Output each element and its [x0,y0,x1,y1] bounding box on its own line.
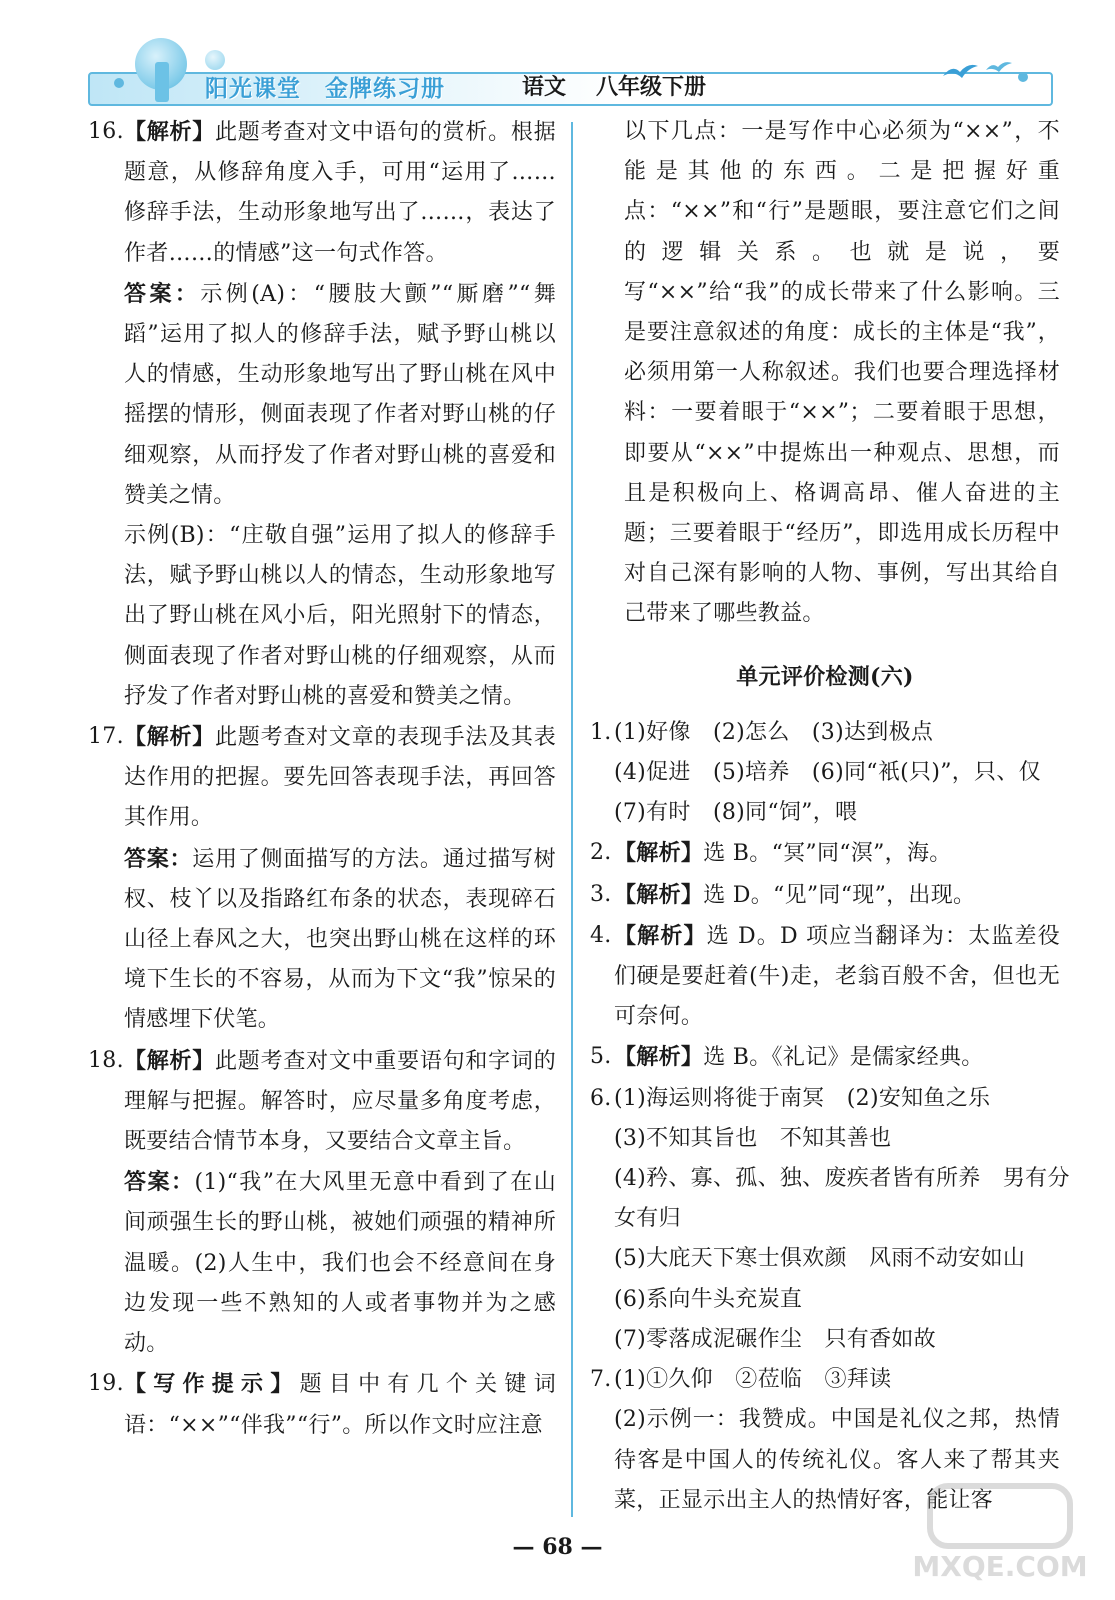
question-number: 5. [590,1044,612,1070]
answer-line: (5)大庇天下寒士俱欢颜 风雨不动安如山 [614,1246,1026,1272]
page-number: — 68 — [512,1534,603,1560]
answer-16 [88,274,556,516]
analysis-tag: 【解析】 [124,119,216,145]
analysis-tag: 【解析】 [614,1044,704,1071]
answer-line: (7)有时 (8)同“饲”，喂 [614,800,858,826]
writing-tip-text: 题目中有几个关键词语：“××”“伴我”“行”。所以作文时应注意 [124,1372,556,1438]
question-6 [590,1079,1070,1360]
small-bubble-icon [205,50,225,70]
subject-label: 语文 [522,74,567,100]
question-4 [590,916,1060,1038]
analysis-tag: 【解析】 [124,1047,216,1074]
analysis-text: 选 D。“见”同“现”，出现。 [703,882,976,908]
answer-line: (6)系向牛头充炭直 [614,1286,803,1312]
question-number: 1. [590,719,612,745]
answer-line: (7)零落成泥碾作尘 只有香如故 [614,1326,936,1352]
answer-text-b: 示例(B)：“庄敬自强”运用了拟人的修辞手法，赋予野山桃以人的情态，生动形象地写出了野山桃在风小后，阳光照射下的情态，侧面表现了作者对野山桃的仔细观察，从而抒发了作者对野山桃的喜爱和赞美之情。 [124,523,556,709]
answer-text-a: 示例(A)：“腰肢大颤”“厮磨”“舞蹈”运用了拟人的修辞手法，赋予野山桃以人的情感，生动形象地写出了野山桃在风中摇摆的情形，侧面表现了作者对野山桃的仔细观察，从而抒发了作者对野山桃的喜爱和赞美之情。 [124,281,556,508]
analysis-text: 此题考查对文章的表现手法及其表达作用的把握。要先回答表现手法，再回答其作用。 [124,725,556,831]
analysis-text: 此题考查对文中语句的赏析。根据题意，从修辞角度入手，可用“运用了……修辞手法，生动形象地写出了……，表达了作者……的情感”这一句式作答。 [124,120,556,266]
answer-line: (4)矜、寡、孤、独、废疾者皆有所养 男有分 [614,1166,1070,1192]
question-number: 2. [590,840,612,866]
page-header [0,0,1115,120]
question-number: 19. [88,1371,124,1397]
answer-line: (1)好像 (2)怎么 (3)达到极点 [614,719,934,745]
header-dot-icon [1018,72,1028,82]
left-column [88,112,556,1446]
analysis-tag: 【解析】 [614,881,704,908]
question-3 [590,875,1060,916]
answer-line: (1)①久仰 ②莅临 ③拜读 [614,1367,892,1393]
analysis-tag: 【解析】 [614,840,704,867]
analysis-text: 选 D。D 项应当翻译为：太监差役们硬是要赶着(牛)走，老翁百般不舍，但也无可奈何。 [614,923,1061,1030]
answer-label: 答案： [124,845,193,872]
analysis-tag: 【解析】 [614,922,707,949]
question-19 [88,1364,556,1445]
question-number: 17. [88,724,124,750]
analysis-text: 选 B。《礼记》是儒家经典。 [703,1045,984,1071]
answer-line: (1)海运则将徙于南冥 (2)安知鱼之乐 [614,1085,991,1111]
question-17 [88,717,556,839]
question-18 [88,1041,556,1163]
question-5 [590,1037,1060,1078]
analysis-tag: 【解析】 [124,724,216,751]
answer-text: 运用了侧面描写的方法。通过描写树杈、枝丫以及指路红布条的状态，表现碎石山径上春风之大，也突出野山桃在这样的环境下生长的不容易，从而为下文“我”惊呆的情感埋下伏笔。 [124,846,556,1033]
question-number: 3. [590,881,612,907]
answer-line: (2)示例一：我赞成。中国是礼仪之邦，热情待客是中国人的传统礼仪。客人来了帮其夹菜，正显示出主人的热情好客，能让客 [614,1407,1060,1513]
answer-line: (3)不知其旨也 不知其善也 [614,1125,892,1151]
section-title: 单元评价检测(六) [736,663,914,690]
birds-icon [938,54,1018,84]
grade-label: 八年级下册 [596,74,707,100]
right-column [590,112,1070,1521]
question-number: 18. [88,1047,124,1073]
question-number: 4. [590,922,612,948]
analysis-text: 选 B。“冥”同“溟”，海。 [703,841,952,867]
logo-bar-icon [155,62,169,102]
analysis-text: 此题考查对文中重要语句和字词的理解与把握。解答时，应尽量多角度考虑，既要结合情节本身，又要结合文章主旨。 [124,1048,556,1155]
column-divider [571,122,573,1517]
question-number: 6. [590,1085,612,1111]
answer-label: 答案： [124,1169,195,1196]
answer-17 [88,839,556,1041]
answer-line: (4)促进 (5)培养 (6)同“衹(只)”，只、仅 [614,760,1041,786]
writing-tip-tag: 【写作提示】 [124,1371,300,1398]
writing-tip-continued: 以下几点：一是写作中心必须为“××”，不能是其他的东西。二是把握好重点：“××”和“行”是题眼，要注意它们之间的逻辑关系。也就是说，要写“××”给“我”的成长带来了什么影响。三是要注意叙述的角度：成长的主体是“我”，必须用第一人称叙述。我们也要合理选择材料：一要着眼于“××”；二要着眼于思想，即要从“××”中提炼出一种观点、思想，而且是积极向上、格调高昂、催人奋进的主题；三要着眼于“经历”，即选用成长历程中对自己深有影响的人物、事例，写出其给自己带来了哪些教益。 [624,119,1060,627]
answer-line: 女有归 [614,1206,681,1232]
answer-text: (1)“我”在大风里无意中看到了在山间顽强生长的野山桃，被她们顽强的精神所温暖。(2)人生中，我们也会不经意间在身边发现一些不熟知的人或者事物并为之感动。 [124,1170,556,1357]
question-number: 16. [88,119,124,144]
header-dot-icon [114,78,124,88]
watermark-logo-icon [900,1478,1100,1588]
question-1 [590,713,1060,834]
series-title: 阳光课堂 金牌练习册 [205,76,445,102]
question-16 [88,112,556,274]
question-number: 7. [590,1367,612,1393]
answer-label: 答案： [124,280,201,307]
answer-18 [88,1162,556,1364]
watermark-text: MXQE.COM [912,1550,1088,1583]
question-2 [590,833,1060,874]
